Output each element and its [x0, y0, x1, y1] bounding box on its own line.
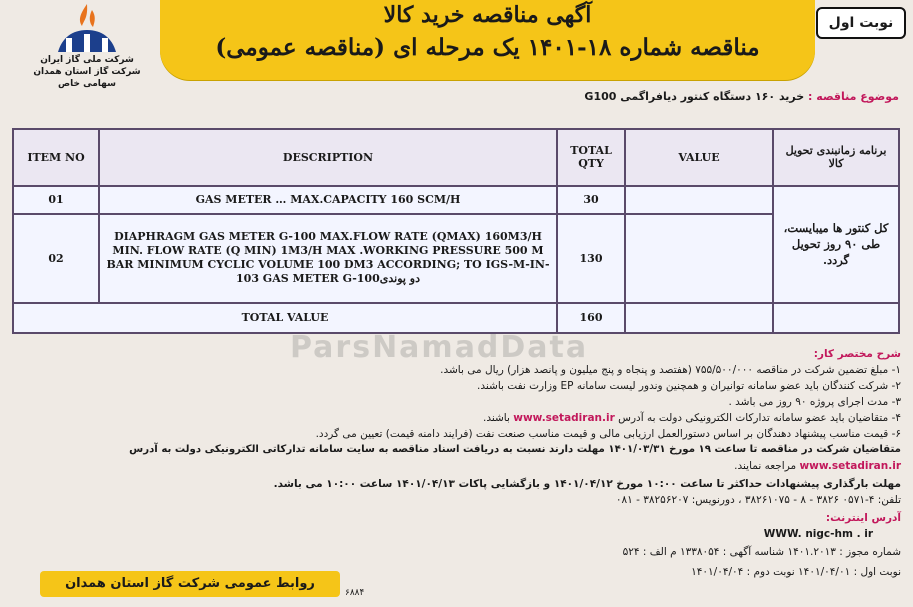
logo-line-1: شرکت ملی گاز ایران	[40, 55, 134, 65]
phone-line: تلفن: ۴-۰۵۷۱ ۳۸۲۶ - ۸ - ۳۸۲۶۱۰۷۵ ، دورنویس: ۳۸۲۵۶۲۰۷ - ۰۸۱	[615, 494, 901, 506]
docs-link[interactable]: www.setadiran.ir	[799, 460, 901, 472]
note-item-text: ۴- متقاضیان باید عضو سامانه تدارکات الکترونیکی دولت به آدرس	[618, 412, 901, 424]
subject-text: خرید ۱۶۰ دستگاه کنتور دیافراگمی G100	[584, 90, 805, 103]
note-item: ۶- قیمت مناسب پیشنهاد دهندگان بر اساس دستورالعمل ارزیابی مالی و قیمت مناسب صنعت نفت (فرایند دامنه قیمت) تعیین می گردد.	[315, 428, 901, 440]
table-row	[13, 214, 899, 303]
title-banner	[160, 0, 815, 80]
logo-line-3: سهامی خاص	[58, 79, 116, 89]
title-line-2: مناقصه شماره ۱۸-۱۴۰۱ یک مرحله ای (مناقصه عمومی)	[215, 34, 760, 61]
docs-line: متقاضیان شرکت در مناقصه تا ساعت ۱۹ مورخ ۱۴۰۱/۰۳/۳۱ مهلت دارند نسبت به دریافت اسناد مناقصه به سایت سامانه تدارکاتی الکترونیکی دولت به آدرس	[129, 444, 901, 455]
nigc-flame-icon	[52, 2, 122, 54]
total-label: TOTAL VALUE	[13, 303, 557, 333]
internet-link[interactable]: WWW. nigc-hm . ir	[763, 528, 873, 540]
docs-url-line	[734, 460, 901, 472]
spec-table	[12, 128, 900, 334]
row-item: 02	[13, 214, 99, 303]
header-schedule: برنامه زمانبندی تحویل کالا	[773, 129, 899, 186]
header-total-qty: TOTAL QTY	[557, 129, 625, 186]
total-qty: 160	[557, 303, 625, 333]
header-description: DESCRIPTION	[99, 129, 557, 186]
note-item: ۲- شرکت کنندگان باید عضو سامانه توانیران و همچنین وندور لیست سامانه EP وزارت نفت باشند.	[477, 380, 901, 392]
title-line-1: آگهی مناقصه خرید کالا	[383, 2, 592, 28]
setad-link[interactable]: www.setadiran.ir	[513, 412, 615, 424]
tender-subject	[584, 90, 899, 103]
docs-suffix: مراجعه نمایند.	[734, 460, 797, 472]
logo-line-2: شرکت گاز استان همدان	[33, 67, 141, 77]
total-row	[13, 303, 899, 333]
row-value	[625, 186, 773, 214]
row-description: DIAPHRAGM GAS METER G-100 MAX.FLOW RATE (QMAX) 160M3/H MIN. FLOW RATE (Q MIN) 1M3/H MAX .WORKING PRESSURE 500 M BAR MINIMUM CYCLIC VOLUME 100 DM3 ACCORDING; TO IGS-M-IN-103 GAS METER G-100دو پوندی	[99, 214, 557, 303]
row-value	[625, 214, 773, 303]
header-item-no: ITEM NO	[13, 129, 99, 186]
row-qty: 130	[557, 214, 625, 303]
total-schedule-cell	[773, 303, 899, 333]
schedule-text: کل کنتور ها میبایست، طی ۹۰ روز تحویل گردد.	[773, 186, 899, 303]
note-item-4	[483, 412, 901, 424]
row-item: 01	[13, 186, 99, 214]
watermark: ParsNamadData	[290, 330, 589, 365]
turn-badge: نوبت اول	[816, 7, 906, 39]
total-value	[625, 303, 773, 333]
notes-heading: شرح مختصر کار:	[813, 348, 901, 360]
subject-label: موضوع مناقصه :	[808, 90, 899, 103]
internet-label: آدرس اینترنت:	[825, 512, 901, 524]
row-qty: 30	[557, 186, 625, 214]
note-item: ۱- مبلغ تضمین شرکت در مناقصه ۷۵۵/۵۰۰/۰۰۰ (هفتصد و پنجاه و پنج میلیون و پانصد هزار) ریال می باشد.	[440, 364, 901, 376]
note-item: ۳- مدت اجرای پروژه ۹۰ روز می باشد .	[728, 396, 901, 408]
table-row	[13, 186, 899, 214]
permit-line: شماره مجوز : ۱۴۰۱.۲۰۱۳ شناسه آگهی : ۱۳۳۸۰۵۴ م الف : ۵۲۴	[622, 546, 901, 558]
header-value: VALUE	[625, 129, 773, 186]
company-logo	[22, 2, 152, 107]
note-item-suffix: باشند.	[482, 412, 510, 424]
deadline-line: مهلت بارگذاری پیشنهادات حداکثر تا ساعت ۱۰:۰۰ مورخ ۱۴۰۱/۰۴/۱۲ و بازگشایی پاکات ۱۴۰۱/۰۴/۱۳ ساعت ۱۰:۰۰ می باشد.	[273, 478, 901, 490]
public-relations-bar: روابط عمومی شرکت گاز استان همدان	[40, 571, 340, 597]
ad-code: ۶۸۸۴	[345, 588, 365, 598]
turn-dates: نوبت اول : ۱۴۰۱/۰۴/۰۱ نوبت دوم : ۱۴۰۱/۰۴/۰۴	[691, 566, 901, 578]
row-description: GAS METER … MAX.CAPACITY 160 SCM/H	[99, 186, 557, 214]
